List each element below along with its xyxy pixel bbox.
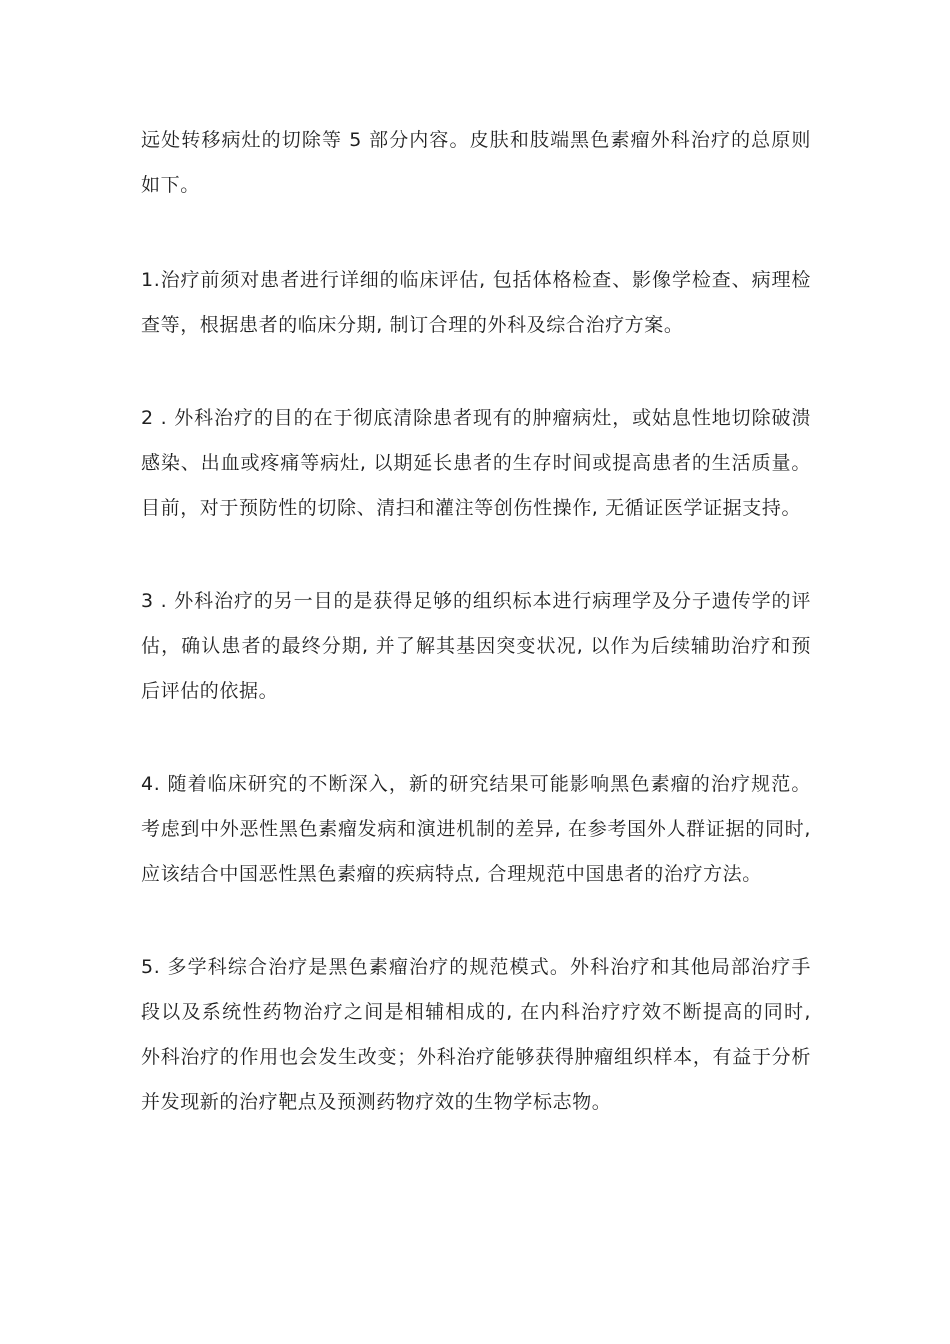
paragraph-intro: 远处转移病灶的切除等 5 部分内容。皮肤和肢端黑色素瘤外科治疗的总原则如下。 bbox=[141, 129, 811, 196]
paragraph-principle-3: 3 . 外科治疗的另一目的是获得足够的组织标本进行病理学及分子遗传学的评估，确认患者的最终分期, 并了解其基因突变状况, 以作为后续辅助治疗和预后评估的依据。 bbox=[141, 590, 811, 702]
paragraph-principle-2: 2 . 外科治疗的目的在于彻底清除患者现有的肿瘤病灶，或姑息性地切除破溃感染、出血或疼痛等病灶, 以期延长患者的生存时间或提高患者的生活质量。目前，对于预防性的切除、清扫和灌注等创伤性操作, 无循证医学证据支持。 bbox=[141, 407, 811, 519]
paragraph-principle-5: 5. 多学科综合治疗是黑色素瘤治疗的规范模式。外科治疗和其他局部治疗手段以及系统性药物治疗之间是相辅相成的, 在内科治疗疗效不断提高的同时, 外科治疗的作用也会发生改变；外科治疗能够获得肿瘤组织样本，有益于分析并发现新的治疗靶点及预测药物疗效的生物学标志物。 bbox=[141, 956, 811, 1113]
document-body bbox=[141, 118, 811, 1173]
paragraph-principle-1: 1.治疗前须对患者进行详细的临床评估, 包括体格检查、影像学检查、病理检查等，根据患者的临床分期, 制订合理的外科及综合治疗方案。 bbox=[141, 269, 811, 336]
paragraph-principle-4: 4. 随着临床研究的不断深入，新的研究结果可能影响黑色素瘤的治疗规范。考虑到中外恶性黑色素瘤发病和演进机制的差异, 在参考国外人群证据的同时, 应该结合中国恶性黑色素瘤的疾病特点, 合理规范中国患者的治疗方法。 bbox=[141, 773, 811, 885]
